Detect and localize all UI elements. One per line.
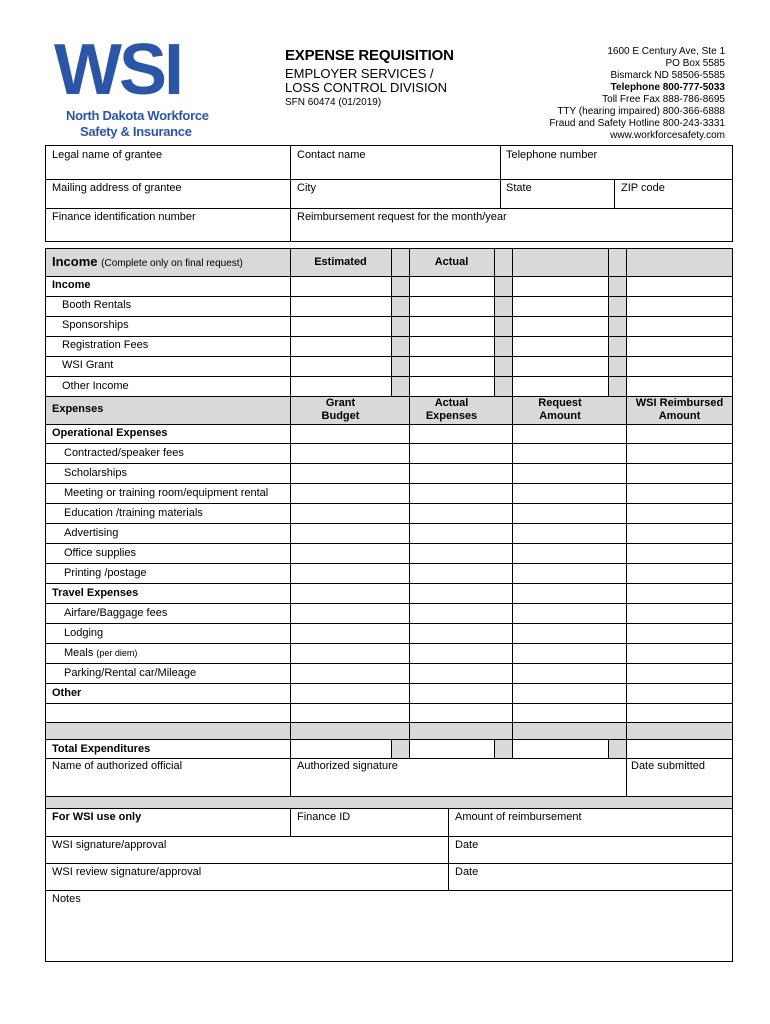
- wsi-reimbursed-header-line2: Amount: [658, 410, 701, 422]
- meals-note: (per diem): [96, 648, 138, 658]
- income-item-registration-fees: Registration Fees: [62, 339, 149, 351]
- wsi-finance-id-field[interactable]: Finance ID: [297, 811, 351, 823]
- wsi-reimbursed-header: [626, 397, 733, 423]
- expense-item-parking-rental-mileage: Parking/Rental car/Mileage: [64, 667, 197, 679]
- other-heading: Other: [52, 687, 82, 699]
- wsi-logo: WSI: [54, 30, 181, 110]
- expense-item-airfare: Airfare/Baggage fees: [64, 607, 168, 619]
- division-line2: LOSS CONTROL DIVISION: [285, 80, 448, 95]
- finance-id-field[interactable]: Finance identification number: [52, 211, 196, 223]
- notes-field[interactable]: Notes: [52, 893, 81, 905]
- grant-budget-header-line1: Grant: [325, 397, 356, 409]
- zip-field[interactable]: ZIP code: [621, 182, 665, 194]
- address-fax: Toll Free Fax 888-786-8695: [602, 94, 725, 105]
- actual-expenses-header-line2: Expenses: [425, 410, 478, 422]
- wsi-reimbursed-header-line1: WSI Reimbursed: [635, 397, 724, 409]
- meals-label: Meals: [64, 647, 94, 659]
- address-line3: Bismarck ND 58506-5585: [610, 70, 725, 81]
- income-subheading: Income: [52, 279, 91, 291]
- expense-item-office-supplies: Office supplies: [64, 547, 136, 559]
- logo-line1: North Dakota Workforce: [66, 108, 209, 123]
- income-item-wsi-grant: WSI Grant: [62, 359, 114, 371]
- total-expenditures-label: Total Expenditures: [52, 743, 151, 755]
- operational-expenses-heading: Operational Expenses: [52, 427, 168, 439]
- estimated-column-header: Estimated: [314, 256, 367, 268]
- wsi-review-date-field[interactable]: Date: [455, 866, 479, 878]
- request-amount-header: [512, 397, 608, 423]
- form-title: EXPENSE REQUISITION: [285, 47, 454, 64]
- wsi-review-signature-field[interactable]: WSI review signature/approval: [52, 866, 202, 878]
- expense-item-meals: [64, 647, 137, 659]
- address-hotline: Fraud and Safety Hotline 800-243-3331: [549, 118, 725, 129]
- income-heading: [52, 254, 243, 269]
- mailing-address-field[interactable]: Mailing address of grantee: [52, 182, 182, 194]
- grant-budget-header-line2: Budget: [321, 410, 360, 422]
- expense-item-printing-postage: Printing /postage: [64, 567, 147, 579]
- amount-of-reimbursement-field[interactable]: Amount of reimbursement: [455, 811, 582, 823]
- expense-item-contracted-fees: Contracted/speaker fees: [64, 447, 184, 459]
- expense-item-scholarships: Scholarships: [64, 467, 127, 479]
- date-submitted-field[interactable]: Date submitted: [631, 760, 705, 772]
- actual-expenses-header-line1: Actual: [434, 397, 469, 409]
- income-item-sponsorships: Sponsorships: [62, 319, 129, 331]
- contact-name-field[interactable]: Contact name: [297, 149, 366, 161]
- authorized-official-field[interactable]: Name of authorized official: [52, 760, 183, 772]
- request-amount-header-line1: Request: [538, 397, 582, 409]
- expense-item-education-materials: Education /training materials: [64, 507, 203, 519]
- address-line1: 1600 E Century Ave, Ste 1: [607, 46, 725, 57]
- form-number: SFN 60474 (01/2019): [285, 97, 382, 108]
- wsi-signature-approval-field[interactable]: WSI signature/approval: [52, 839, 167, 851]
- expense-item-advertising: Advertising: [64, 527, 119, 539]
- income-item-other-income: Other Income: [62, 380, 129, 392]
- income-item-booth-rentals: Booth Rentals: [62, 299, 132, 311]
- actual-column-header: Actual: [434, 256, 469, 268]
- wsi-use-only-heading: For WSI use only: [52, 811, 142, 823]
- address-tty: TTY (hearing impaired) 800-366-6888: [557, 106, 725, 117]
- income-heading-note: (Complete only on final request): [101, 258, 243, 269]
- telephone-field[interactable]: Telephone number: [506, 149, 598, 161]
- expense-item-meeting-room: Meeting or training room/equipment rental: [64, 487, 269, 499]
- expense-item-lodging: Lodging: [64, 627, 104, 639]
- address-line2: PO Box 5585: [665, 58, 725, 69]
- income-heading-text: Income: [52, 254, 98, 269]
- authorized-signature-field[interactable]: Authorized signature: [297, 760, 398, 772]
- city-field[interactable]: City: [297, 182, 316, 194]
- request-amount-header-line2: Amount: [539, 410, 581, 422]
- address-telephone: Telephone 800-777-5033: [610, 82, 725, 93]
- address-website: www.workforcesafety.com: [610, 130, 725, 141]
- division-line1: EMPLOYER SERVICES /: [285, 66, 434, 81]
- legal-name-field[interactable]: Legal name of grantee: [52, 149, 163, 161]
- actual-expenses-header: [409, 397, 494, 423]
- logo-line2: Safety & Insurance: [80, 124, 192, 139]
- reimbursement-month-field[interactable]: Reimbursement request for the month/year: [297, 211, 507, 223]
- travel-expenses-heading: Travel Expenses: [52, 587, 139, 599]
- expenses-heading: Expenses: [52, 403, 104, 415]
- wsi-approval-date-field[interactable]: Date: [455, 839, 479, 851]
- grant-budget-header: [290, 397, 391, 423]
- state-field[interactable]: State: [506, 182, 532, 194]
